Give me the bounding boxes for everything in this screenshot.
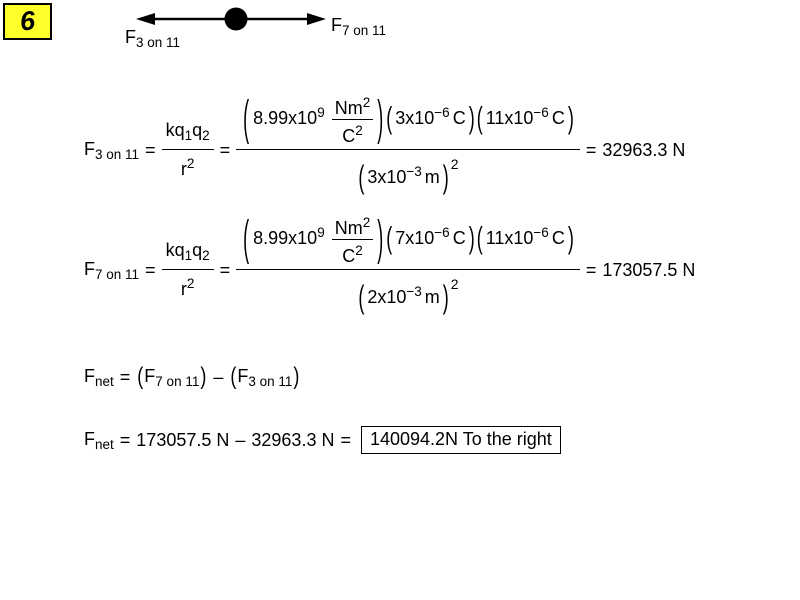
charge-2-value xyxy=(485,225,565,249)
lhs-f3on11 xyxy=(84,139,139,162)
close-paren: ) xyxy=(377,91,384,146)
open-paren: ( xyxy=(476,221,483,256)
open-paren: ( xyxy=(358,279,365,315)
term-f3on11 xyxy=(229,361,300,389)
open-paren: ( xyxy=(243,91,250,146)
term-f7on11 xyxy=(136,361,207,389)
unit-nm: Nm xyxy=(334,218,363,238)
equals-sign: = xyxy=(145,139,156,160)
lhs-fnet xyxy=(84,429,114,452)
distance-value xyxy=(367,164,440,187)
open-paren: ( xyxy=(243,211,250,266)
q-text: q xyxy=(192,120,203,140)
charge-1-value xyxy=(395,105,466,129)
open-paren: ( xyxy=(386,101,393,136)
close-paren: ) xyxy=(468,221,475,256)
charge-exponent: −6 xyxy=(434,225,450,241)
open-paren: ( xyxy=(137,361,144,389)
numerator xyxy=(236,210,580,269)
force-symbol: F xyxy=(84,365,95,386)
r-exponent: 2 xyxy=(186,156,195,171)
units-numerator xyxy=(332,212,374,239)
equals-sign: = xyxy=(145,259,156,280)
charge-1-value xyxy=(395,225,466,249)
fnet-value-1: 173057.5 N xyxy=(136,429,230,450)
squared-exponent: 2 xyxy=(450,276,459,292)
coulomb-denominator xyxy=(177,150,199,183)
force-symbol: F xyxy=(84,138,95,159)
unit-c-exp: 2 xyxy=(355,243,363,258)
charge-exponent: −6 xyxy=(434,105,450,121)
substituted-fraction xyxy=(236,90,580,200)
denominator xyxy=(352,270,463,320)
substituted-fraction xyxy=(236,210,580,320)
left-force-label xyxy=(125,27,180,50)
force-subscript: 7 on 11 xyxy=(155,373,200,389)
right-force-symbol: F xyxy=(331,15,342,35)
coulomb-numerator xyxy=(162,117,214,149)
constant-units-fraction xyxy=(332,92,374,147)
force-subscript: net xyxy=(95,436,114,452)
distance-exponent: −3 xyxy=(406,164,422,179)
fnet-symbolic-equation xyxy=(84,360,300,394)
force-subscript: 7 on 11 xyxy=(95,266,140,282)
f7on11-result: 173057.5 N xyxy=(602,259,696,280)
right-force-label xyxy=(331,15,386,38)
unit-nm-exp: 2 xyxy=(362,215,371,230)
lhs-f7on11 xyxy=(84,259,139,282)
close-paren: ) xyxy=(442,279,449,315)
fnet-numeric-equation xyxy=(84,422,561,458)
equals-sign: = xyxy=(119,429,131,450)
charge-unit: C xyxy=(452,108,466,129)
coulomb-constant xyxy=(253,215,373,266)
force-symbol: F xyxy=(84,258,95,279)
force-symbol: F xyxy=(237,365,249,386)
left-arrowhead-icon xyxy=(136,13,155,25)
charge-mantissa: 7x10 xyxy=(395,228,435,249)
minus-sign: – xyxy=(213,366,224,387)
equals-sign: = xyxy=(340,429,351,450)
close-paren: ) xyxy=(567,221,574,256)
left-force-subscript: 3 on 11 xyxy=(136,35,181,50)
numerator xyxy=(236,90,580,149)
distance-unit: m xyxy=(424,167,440,187)
constant-exponent: 9 xyxy=(317,225,325,241)
force-symbol: F xyxy=(84,428,95,449)
distance-value xyxy=(367,284,440,307)
close-paren: ) xyxy=(567,101,574,136)
charge-exponent: −6 xyxy=(533,225,549,241)
charge-dot-icon xyxy=(225,8,248,31)
charge-mantissa: 11x10 xyxy=(485,108,534,129)
equals-sign: = xyxy=(585,259,597,280)
fnet-value-2: 32963.3 N xyxy=(251,429,335,450)
coulomb-constant xyxy=(253,95,373,146)
q1-subscript: 1 xyxy=(184,248,193,263)
q-text: q xyxy=(192,240,203,260)
unit-nm-exp: 2 xyxy=(362,95,371,110)
close-paren: ) xyxy=(442,159,449,195)
distance-mantissa: 3x10 xyxy=(367,167,407,187)
open-paren: ( xyxy=(230,361,237,389)
charge-mantissa: 11x10 xyxy=(485,228,534,249)
charge-mantissa: 3x10 xyxy=(395,108,435,129)
constant-mantissa: 8.99x10 xyxy=(253,228,318,249)
equals-sign: = xyxy=(585,139,597,160)
constant-mantissa: 8.99x10 xyxy=(253,108,318,129)
r-exponent: 2 xyxy=(186,276,195,291)
kq-text: kq xyxy=(165,240,185,260)
final-answer: 140094.2N To the right xyxy=(369,429,552,449)
charge-unit: C xyxy=(452,228,466,249)
distance-exponent: −3 xyxy=(406,284,422,299)
charge-2-value xyxy=(485,105,565,129)
distance-mantissa: 2x10 xyxy=(367,287,407,307)
unit-c: C xyxy=(342,126,356,146)
kq-text: kq xyxy=(165,120,185,140)
close-paren: ) xyxy=(200,361,207,389)
unit-c: C xyxy=(342,246,356,266)
denominator xyxy=(352,150,463,200)
coulomb-denominator xyxy=(177,270,199,303)
coulomb-law-fraction xyxy=(162,117,214,183)
force-subscript: net xyxy=(95,373,114,389)
q1-subscript: 1 xyxy=(184,128,193,143)
charge-unit: C xyxy=(551,108,565,129)
q2-subscript: 2 xyxy=(202,248,210,263)
equals-sign: = xyxy=(119,366,131,387)
distance-unit: m xyxy=(424,287,440,307)
unit-c-exp: 2 xyxy=(355,123,363,138)
open-paren: ( xyxy=(358,159,365,195)
open-paren: ( xyxy=(476,101,483,136)
right-arrowhead-icon xyxy=(307,13,326,25)
constant-exponent: 9 xyxy=(317,105,325,121)
r-text: r xyxy=(180,159,187,179)
constant-units-fraction xyxy=(332,212,374,267)
f3on11-result: 32963.3 N xyxy=(602,139,686,160)
equation-f3-on-11 xyxy=(84,88,685,212)
squared-exponent: 2 xyxy=(450,156,459,172)
force-symbol: F xyxy=(144,365,156,386)
force-subscript: 3 on 11 xyxy=(95,146,140,162)
r-text: r xyxy=(180,279,187,299)
problem-number: 6 xyxy=(18,5,37,37)
left-force-symbol: F xyxy=(125,27,136,47)
close-paren: ) xyxy=(468,101,475,136)
close-paren: ) xyxy=(293,361,300,389)
open-paren: ( xyxy=(386,221,393,256)
force-subscript: 3 on 11 xyxy=(248,373,293,389)
close-paren: ) xyxy=(377,211,384,266)
charge-exponent: −6 xyxy=(533,105,549,121)
equals-sign: = xyxy=(219,139,231,160)
equation-f7-on-11 xyxy=(84,208,695,332)
unit-nm: Nm xyxy=(334,98,363,118)
right-force-subscript: 7 on 11 xyxy=(342,23,387,38)
units-numerator xyxy=(332,92,374,119)
charge-unit: C xyxy=(551,228,565,249)
q2-subscript: 2 xyxy=(202,128,210,143)
minus-sign: – xyxy=(235,429,246,450)
coulomb-numerator xyxy=(162,237,214,269)
problem-number-badge xyxy=(3,3,52,40)
lhs-fnet xyxy=(84,366,114,389)
equals-sign: = xyxy=(219,259,231,280)
final-answer-box xyxy=(361,426,561,454)
coulomb-law-fraction xyxy=(162,237,214,303)
